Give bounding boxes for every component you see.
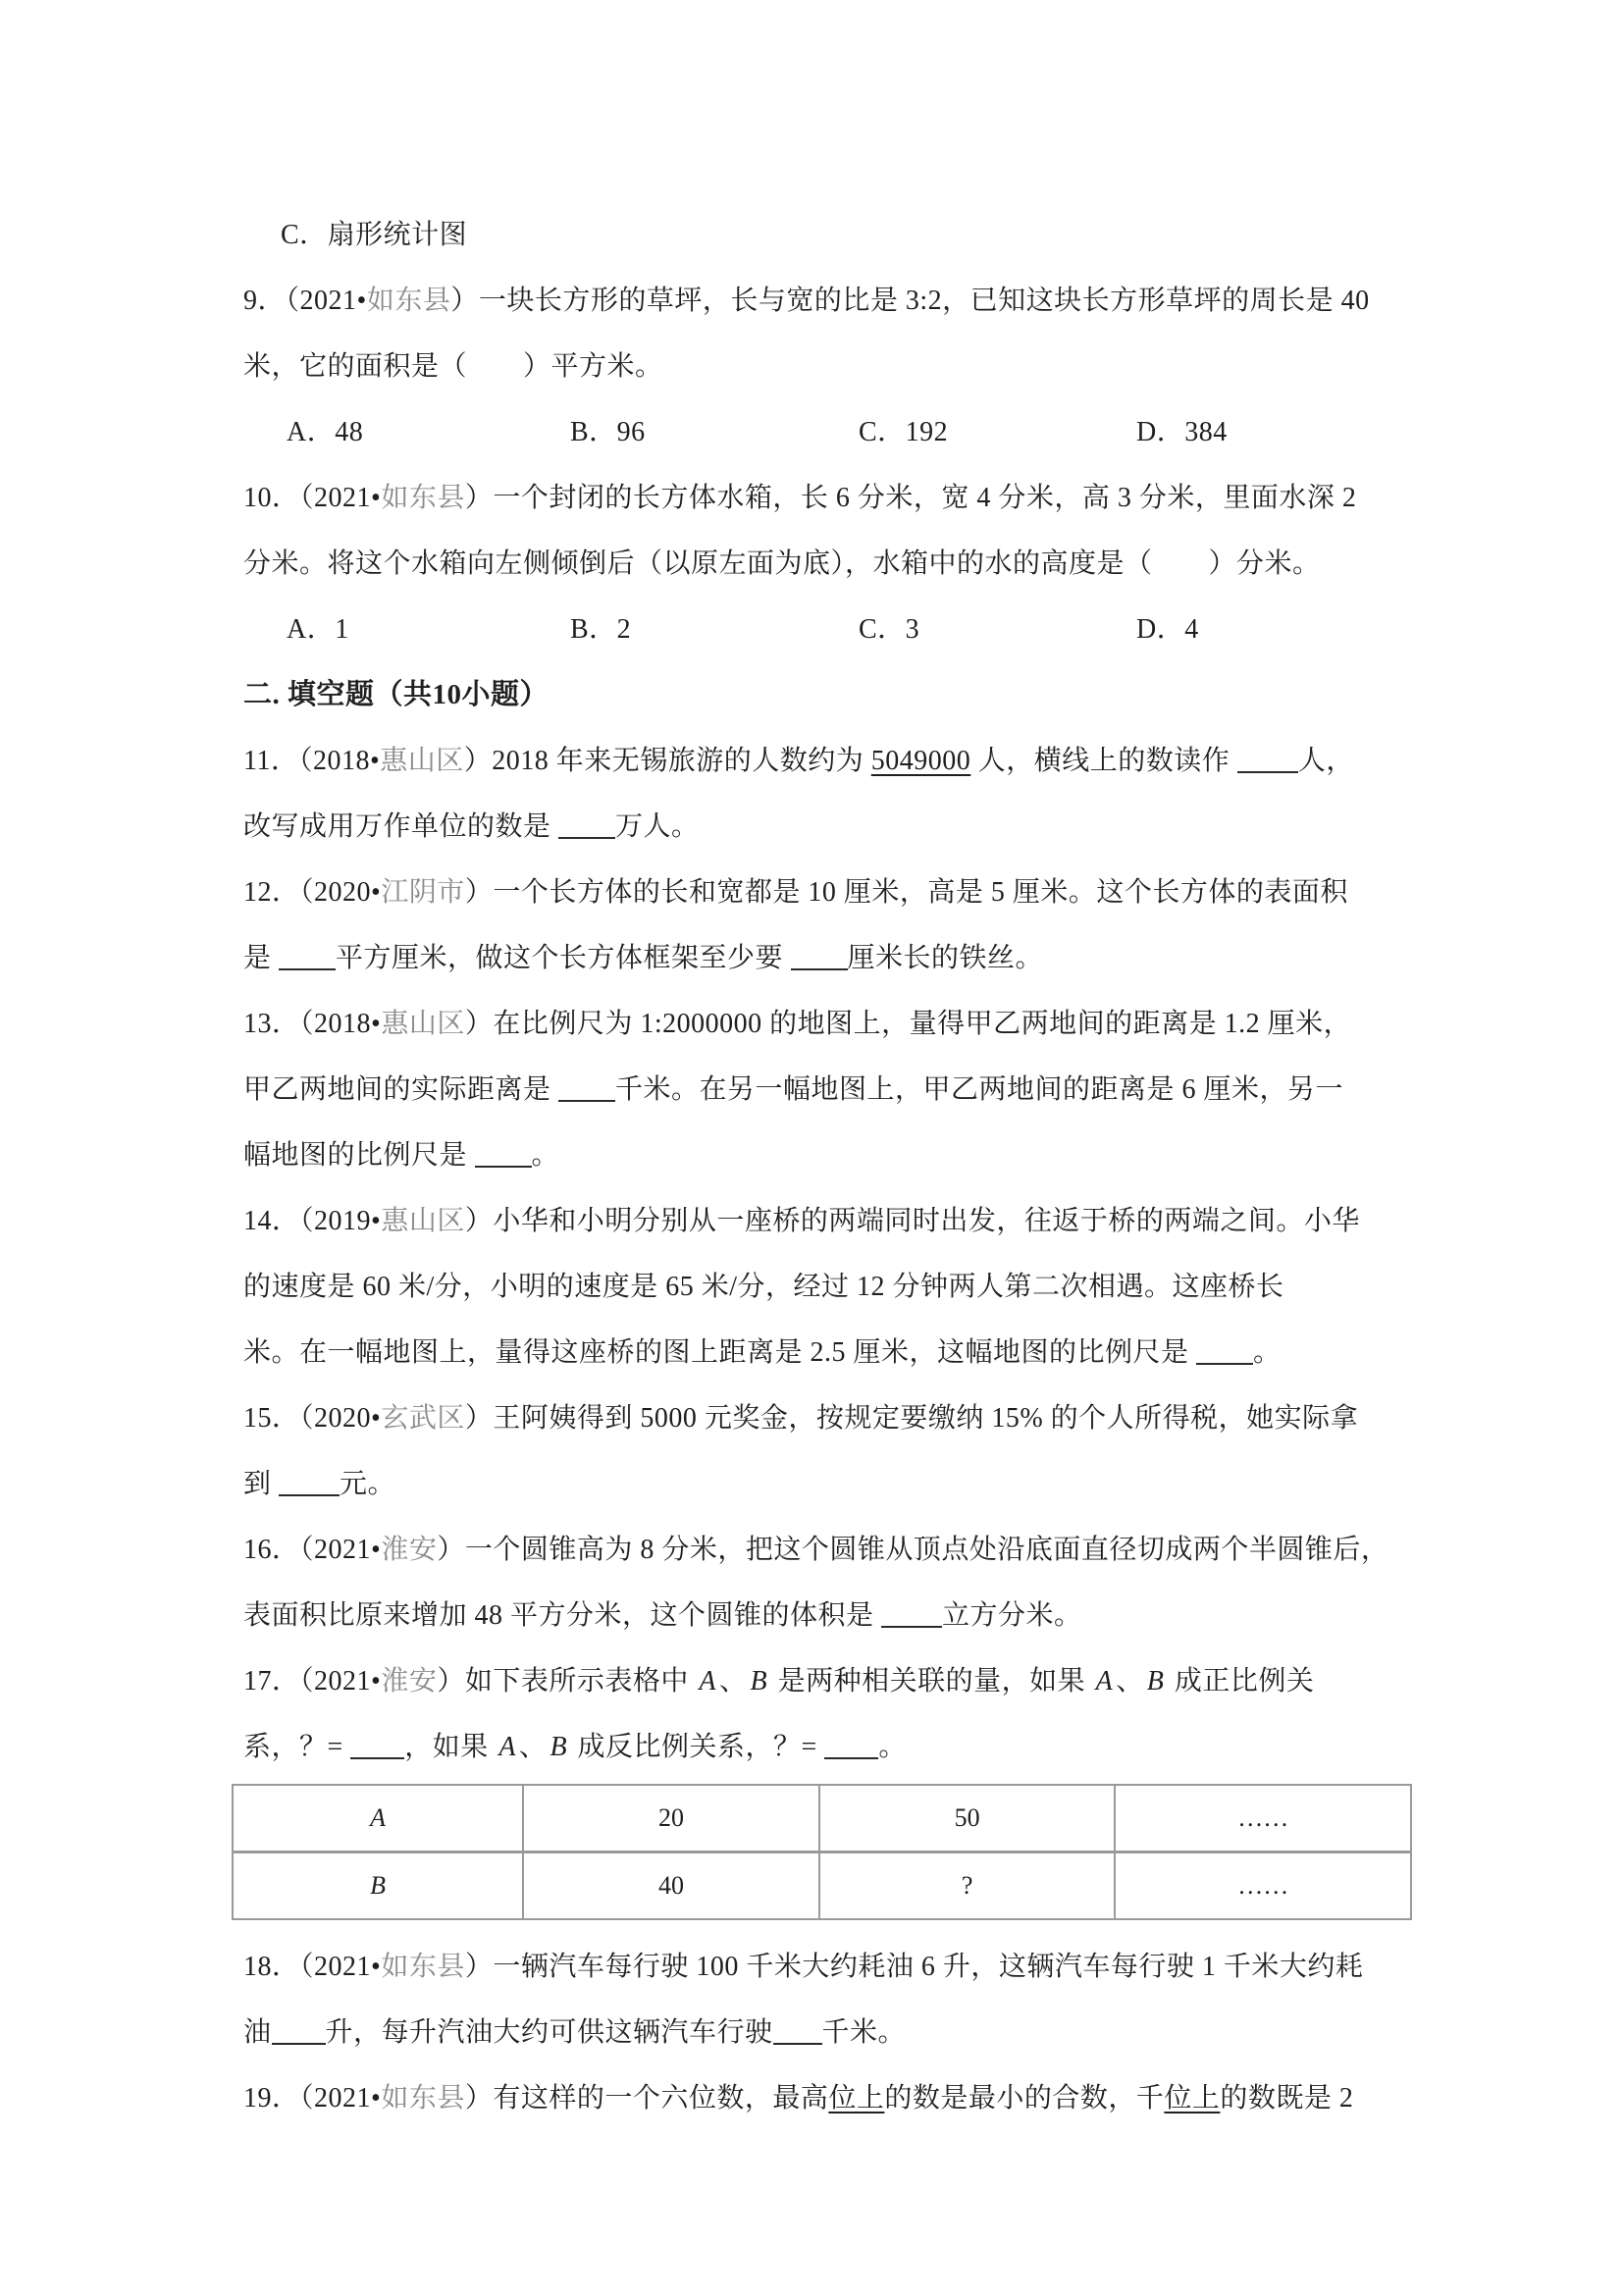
- text-segment: 9．（2021•: [243, 286, 367, 316]
- blank-field: [1196, 1333, 1253, 1365]
- table-cell: [233, 1852, 523, 1920]
- table-row: [233, 1852, 1411, 1920]
- option-item: C．192: [859, 417, 949, 447]
- option-item: B．2: [570, 614, 632, 645]
- blank-field: [475, 1136, 532, 1168]
- blank-field: [558, 808, 615, 839]
- table-cell: [819, 1852, 1116, 1920]
- text-line: [243, 860, 1397, 925]
- table-row: [233, 1785, 1411, 1852]
- options-row: [243, 597, 1397, 662]
- text-segment: 万人。: [615, 811, 700, 842]
- text-line: [243, 1057, 1397, 1122]
- option-item: D．384: [1136, 417, 1228, 447]
- text-segment: 16．（2021•: [243, 1535, 382, 1565]
- source-tag: 江阴市: [381, 877, 465, 908]
- text-segment: 17．（2021•: [243, 1666, 382, 1696]
- text-segment: ）一块长方形的草坪，长与宽的比是 3:2，已知这块长方形草坪的周长是 40: [450, 286, 1370, 316]
- text-line: [243, 465, 1397, 531]
- text-segment: 人，横线上的数读作: [970, 746, 1237, 776]
- text-segment: 元。: [340, 1469, 396, 1499]
- option-item: B．96: [570, 417, 646, 447]
- source-tag: 惠山区: [381, 1009, 465, 1039]
- text-segment: A: [370, 1803, 387, 1832]
- source-tag: 如东县: [381, 2083, 465, 2113]
- text-line: [243, 1648, 1397, 1714]
- text-segment: 立方分米。: [942, 1600, 1082, 1631]
- text-segment: B: [750, 1666, 768, 1696]
- text-segment: ?: [961, 1871, 973, 1900]
- text-segment: 改写成用万作单位的数是: [243, 811, 559, 842]
- table-cell: [1115, 1785, 1411, 1852]
- text-segment: 的速度是 60 米/分，小明的速度是 65 米/分，经过 12 分钟两人第二次相遇。这座桥长: [243, 1272, 1284, 1302]
- text-line: [243, 2000, 1397, 2065]
- blank-field: [272, 2013, 326, 2045]
- text-segment: 12．（2020•: [243, 877, 382, 908]
- text-segment: ）有这样的一个六位数，最高: [464, 2083, 829, 2113]
- text-line: [243, 728, 1397, 794]
- text-segment: 18．（2021•: [243, 1952, 382, 1982]
- text-segment: 成反比例关系，？=: [570, 1732, 825, 1762]
- text-line: [243, 1320, 1397, 1385]
- text-segment: 20: [658, 1803, 685, 1832]
- text-segment: 5049000: [870, 746, 971, 776]
- source-tag: 玄武区: [381, 1403, 465, 1434]
- text-segment: 。: [1253, 1337, 1282, 1368]
- text-segment: 平方厘米，做这个长方体框架至少要: [336, 943, 791, 973]
- text-segment: 。: [878, 1732, 907, 1762]
- text-line: [243, 268, 1397, 334]
- text-line: [243, 2065, 1397, 2131]
- text-segment: 10．（2021•: [243, 483, 382, 513]
- text-segment: 的数是最小的合数，千: [884, 2083, 1165, 2113]
- blank-field: [881, 1596, 942, 1628]
- blank-field: [791, 939, 848, 970]
- text-segment: ）小华和小明分别从一座桥的两端同时出发，往返于桥的两端之间。小华: [464, 1206, 1360, 1236]
- text-segment: ，如果: [404, 1732, 497, 1762]
- text-segment: 40: [658, 1871, 685, 1900]
- text-segment: 15．（2020•: [243, 1403, 382, 1434]
- blank-field: [279, 1465, 340, 1496]
- text-segment: 千米。在另一幅地图上，甲乙两地间的距离是 6 厘米，另一: [615, 1074, 1344, 1105]
- text-segment: 分米。将这个水箱向左侧倾倒后（以原左面为底），水箱中的水的高度是（ ）分米。: [243, 548, 1321, 579]
- text-segment: B: [1146, 1666, 1165, 1696]
- option-item: A．48: [287, 417, 364, 447]
- table-cell: [819, 1785, 1116, 1852]
- text-segment: ……: [1237, 1871, 1289, 1900]
- text-line: [243, 991, 1397, 1057]
- text-line: [243, 1385, 1397, 1451]
- options-row: [243, 399, 1397, 465]
- text-segment: A: [1095, 1666, 1114, 1696]
- text-segment: 位上: [1164, 2083, 1221, 2113]
- blank-field: [773, 2013, 822, 2045]
- table-cell: [233, 1785, 523, 1852]
- text-segment: 的数既是 2: [1220, 2083, 1354, 2113]
- table-cell: [1115, 1852, 1411, 1920]
- text-line: [243, 794, 1397, 860]
- text-segment: 、: [1116, 1666, 1144, 1696]
- text-segment: 19．（2021•: [243, 2083, 382, 2113]
- text-segment: 、: [518, 1732, 548, 1762]
- document-content: [243, 202, 1397, 2131]
- text-segment: B: [370, 1871, 387, 1900]
- option-item: A．1: [287, 614, 349, 645]
- text-segment: 系，？=: [243, 1732, 351, 1762]
- text-segment: ）2018 年来无锡旅游的人数约为: [463, 746, 871, 776]
- text-segment: 油: [243, 2017, 272, 2048]
- source-tag: 如东县: [366, 286, 451, 316]
- relation-table: [232, 1784, 1412, 1920]
- blank-field: [279, 939, 336, 970]
- text-segment: 幅地图的比例尺是: [243, 1140, 475, 1171]
- text-line: [243, 1583, 1397, 1648]
- source-tag: 淮安: [381, 1535, 438, 1565]
- blank-field: [1237, 742, 1298, 773]
- text-segment: ）王阿姨得到 5000 元奖金，按规定要缴纳 15% 的个人所得税，她实际拿: [464, 1403, 1359, 1434]
- text-segment: 50: [954, 1803, 980, 1832]
- source-tag: 淮安: [381, 1666, 438, 1696]
- source-tag: 惠山区: [380, 746, 464, 776]
- text-segment: B: [550, 1732, 568, 1762]
- text-line: [243, 1254, 1397, 1320]
- table-cell: [523, 1852, 819, 1920]
- blank-field: [350, 1728, 404, 1759]
- text-segment: A: [498, 1732, 516, 1762]
- text-segment: 厘米长的铁丝。: [847, 943, 1044, 973]
- text-line: [243, 1517, 1397, 1583]
- text-segment: 14．（2019•: [243, 1206, 382, 1236]
- text-segment: ）在比例尺为 1:2000000 的地图上，量得甲乙两地间的距离是 1.2 厘米，: [464, 1009, 1352, 1039]
- text-segment: ）一个封闭的长方体水箱，长 6 分米，宽 4 分米，高 3 分米，里面水深 2: [464, 483, 1357, 513]
- text-segment: ）一个长方体的长和宽都是 10 厘米，高是 5 厘米。这个长方体的表面积: [464, 877, 1348, 908]
- text-line: [243, 1188, 1397, 1254]
- text-segment: ）如下表所示表格中: [437, 1666, 697, 1696]
- section-heading: [243, 662, 1397, 728]
- blank-field: [824, 1728, 878, 1759]
- source-tag: 如东县: [381, 483, 465, 513]
- text-line: [243, 1451, 1397, 1517]
- text-line: [243, 1934, 1397, 2000]
- table-cell: [523, 1785, 819, 1852]
- text-segment: 位上: [828, 2083, 885, 2113]
- text-line: [243, 202, 1397, 268]
- text-segment: 是两种相关联的量，如果: [770, 1666, 1093, 1696]
- text-segment: 二. 填空题（共10小题）: [243, 679, 550, 710]
- text-segment: 甲乙两地间的实际距离是: [243, 1074, 559, 1105]
- text-segment: 13．（2018•: [243, 1009, 382, 1039]
- text-line: [243, 1122, 1397, 1188]
- text-segment: 、: [718, 1666, 748, 1696]
- text-segment: ）一辆汽车每行驶 100 千米大约耗油 6 升，这辆汽车每行驶 1 千米大约耗: [464, 1952, 1364, 1982]
- option-item: D．4: [1136, 614, 1199, 645]
- source-tag: 如东县: [381, 1952, 465, 1982]
- text-segment: 。: [531, 1140, 560, 1171]
- text-line: [243, 531, 1397, 597]
- text-segment: 米，它的面积是（ ）平方米。: [243, 351, 663, 382]
- text-segment: 升，每升汽油大约可供这辆汽车行驶: [325, 2017, 773, 2048]
- text-segment: 是: [243, 943, 280, 973]
- option-item: C．3: [859, 614, 920, 645]
- source-tag: 惠山区: [381, 1206, 465, 1236]
- text-segment: 成正比例关: [1167, 1666, 1315, 1696]
- text-segment: 千米。: [821, 2017, 907, 2048]
- blank-field: [558, 1070, 615, 1102]
- text-segment: C．扇形统计图: [281, 220, 468, 250]
- text-line: [243, 334, 1397, 399]
- text-segment: 米。在一幅地图上，量得这座桥的图上距离是 2.5 厘米，这幅地图的比例尺是: [243, 1337, 1197, 1368]
- text-segment: ）一个圆锥高为 8 分米，把这个圆锥从顶点处沿底面直径切成两个半圆锥后，: [437, 1535, 1389, 1565]
- text-segment: 到: [243, 1469, 280, 1499]
- text-line: [243, 1714, 1397, 1780]
- text-segment: 表面积比原来增加 48 平方分米，这个圆锥的体积是: [243, 1600, 882, 1631]
- text-segment: 人，: [1297, 746, 1354, 776]
- text-segment: ……: [1237, 1803, 1289, 1832]
- text-segment: A: [699, 1666, 716, 1696]
- text-segment: 11．（2018•: [243, 746, 381, 776]
- text-line: [243, 925, 1397, 991]
